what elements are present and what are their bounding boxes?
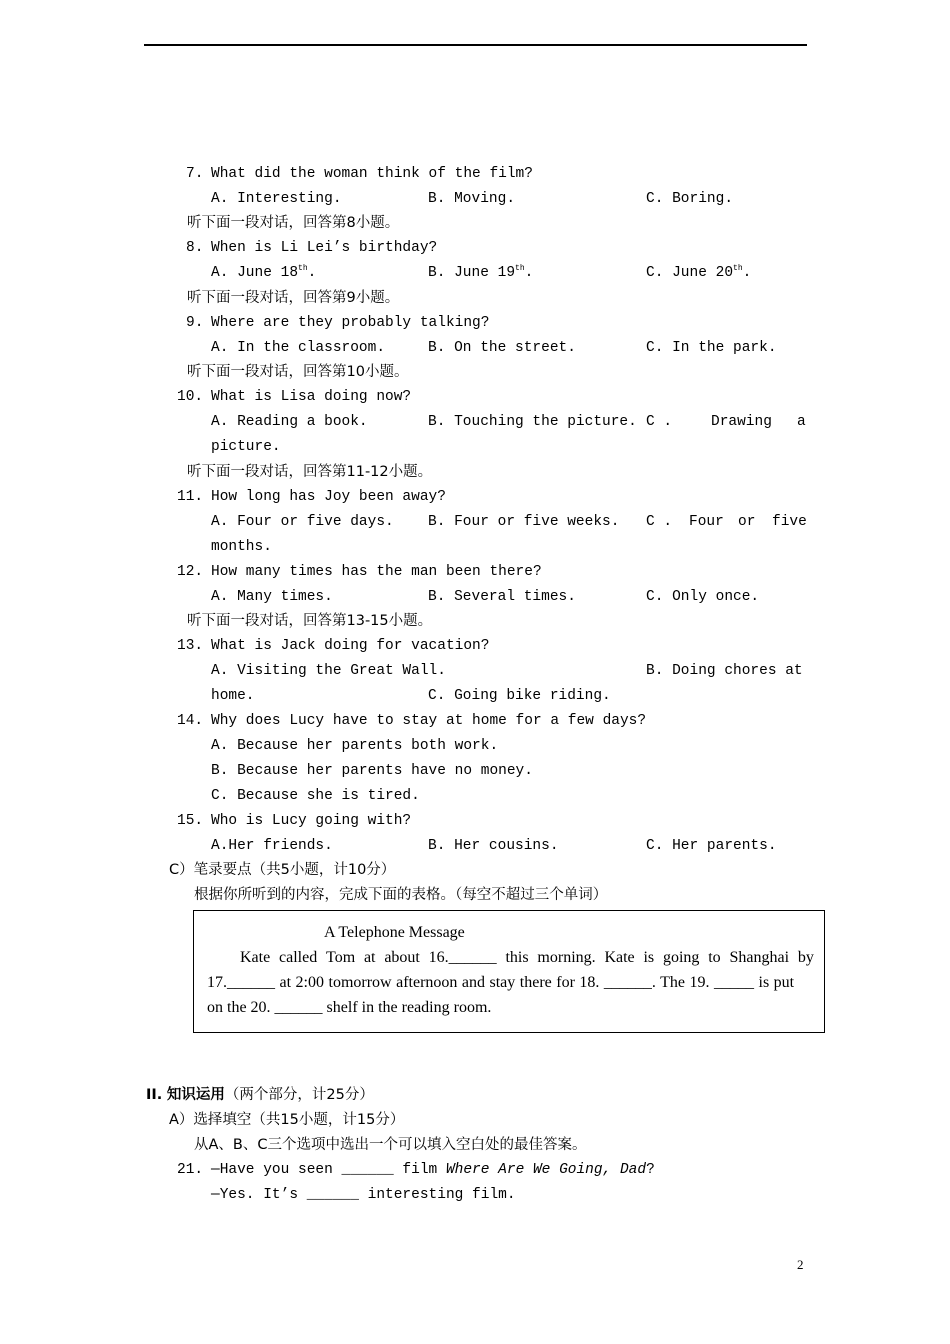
q11-option-a: A. Four or five days. (211, 514, 394, 530)
q12-option-c: C. Only once. (646, 589, 760, 605)
q7-option-b: B. Moving. (428, 191, 516, 207)
q10-option-c-word3: picture. (211, 439, 281, 455)
q11-option-c-label: C . (646, 514, 673, 530)
q8-number: 8. (186, 240, 204, 256)
part2-subsection-a: A）选择填空（共15小题，计15分） (169, 1112, 405, 1128)
q11-option-c-word1: Four (689, 514, 724, 530)
q13-option-b: B. Doing chores at (646, 663, 803, 679)
q10-option-b: B. Touching the picture. (428, 414, 637, 430)
q7-option-c: C. Boring. (646, 191, 734, 207)
q11-option-c-word2: or (738, 514, 756, 530)
q8-question: When is Li Lei’s birthday? (211, 240, 438, 256)
part2-heading: II. 知识运用（两个部分，计25分） (146, 1087, 374, 1103)
q9-number: 9. (186, 315, 204, 331)
message-line-2: 17.______ at 2:00 tomorrow afternoon and stay there for 18. ______. The 19. _____ is put (207, 974, 795, 991)
q7-option-a: A. Interesting. (211, 191, 342, 207)
q11-option-c-word4: months. (211, 539, 272, 555)
direction-q13-15: 听下面一段对话，回答第13-15小题。 (187, 613, 433, 629)
q10-question: What is Lisa doing now? (211, 389, 412, 405)
q12-option-b: B. Several times. (428, 589, 576, 605)
page-number: 2 (797, 1257, 804, 1272)
section-c-heading: C）笔录要点（共5小题，计10分） (169, 862, 396, 878)
q10-number: 10. (177, 389, 204, 405)
q9-option-b: B. On the street. (428, 340, 576, 356)
q8-option-b: B. June 19th. (428, 264, 534, 281)
direction-q8: 听下面一段对话，回答第8小题。 (187, 215, 400, 231)
q21-line-2: —Yes. It’s ______ interesting film. (211, 1187, 516, 1203)
direction-q11-12: 听下面一段对话，回答第11-12小题。 (187, 464, 433, 480)
q8-option-c: C. June 20th. (646, 264, 752, 281)
direction-q10: 听下面一段对话，回答第10小题。 (187, 364, 409, 380)
message-line-3: on the 20. ______ shelf in the reading room. (207, 999, 492, 1016)
q11-option-b: B. Four or five weeks. (428, 514, 620, 530)
message-line-1: Kate called Tom at about 16.______ this morning. Kate is going to Shanghai by (240, 949, 814, 966)
q11-number: 11. (177, 489, 204, 505)
q15-option-b: B. Her cousins. (428, 838, 559, 854)
q9-option-a: A. In the classroom. (211, 340, 386, 356)
q10-option-a: A. Reading a book. (211, 414, 368, 430)
q13-number: 13. (177, 638, 204, 654)
q15-option-a: A.Her friends. (211, 838, 333, 854)
q7-question: What did the woman think of the film? (211, 166, 533, 182)
q8-option-a: A. June 18th. (211, 264, 317, 281)
q9-question: Where are they probably talking? (211, 315, 490, 331)
section-c-instruction: 根据你所听到的内容，完成下面的表格。（每空不超过三个单词） (194, 887, 608, 903)
q14-option-a: A. Because her parents both work. (211, 738, 499, 754)
q14-option-b: B. Because her parents have no money. (211, 763, 533, 779)
q14-option-c: C. Because she is tired. (211, 788, 420, 804)
direction-q9: 听下面一段对话，回答第9小题。 (187, 290, 400, 306)
q9-option-c: C. In the park. (646, 340, 777, 356)
q13-option-a: A. Visiting the Great Wall. (211, 663, 446, 679)
q11-question: How long has Joy been away? (211, 489, 446, 505)
q12-option-a: A. Many times. (211, 589, 333, 605)
q11-option-c-word3: five (772, 514, 807, 530)
q7-number: 7. (186, 166, 204, 182)
q14-number: 14. (177, 713, 204, 729)
q12-number: 12. (177, 564, 204, 580)
header-rule (144, 44, 807, 46)
q15-number: 15. (177, 813, 204, 829)
q13-option-b-cont: home. (211, 688, 255, 704)
q12-question: How many times has the man been there? (211, 564, 542, 580)
q13-option-c: C. Going bike riding. (428, 688, 611, 704)
q13-question: What is Jack doing for vacation? (211, 638, 490, 654)
q15-option-c: C. Her parents. (646, 838, 777, 854)
q21-line-1: —Have you seen ______ film Where Are We Going, Dad? (211, 1162, 655, 1178)
message-title: A Telephone Message (324, 924, 465, 941)
part2-instruction: 从A、B、C三个选项中选出一个可以填入空白处的最佳答案。 (194, 1137, 587, 1153)
q10-option-c-word1: Drawing (711, 414, 772, 430)
q10-option-c-word2: a (797, 414, 806, 430)
q21-number: 21. (177, 1162, 204, 1178)
q10-option-c-label: C . (646, 414, 673, 430)
q15-question: Who is Lucy going with? (211, 813, 412, 829)
q14-question: Why does Lucy have to stay at home for a few days? (211, 713, 647, 729)
